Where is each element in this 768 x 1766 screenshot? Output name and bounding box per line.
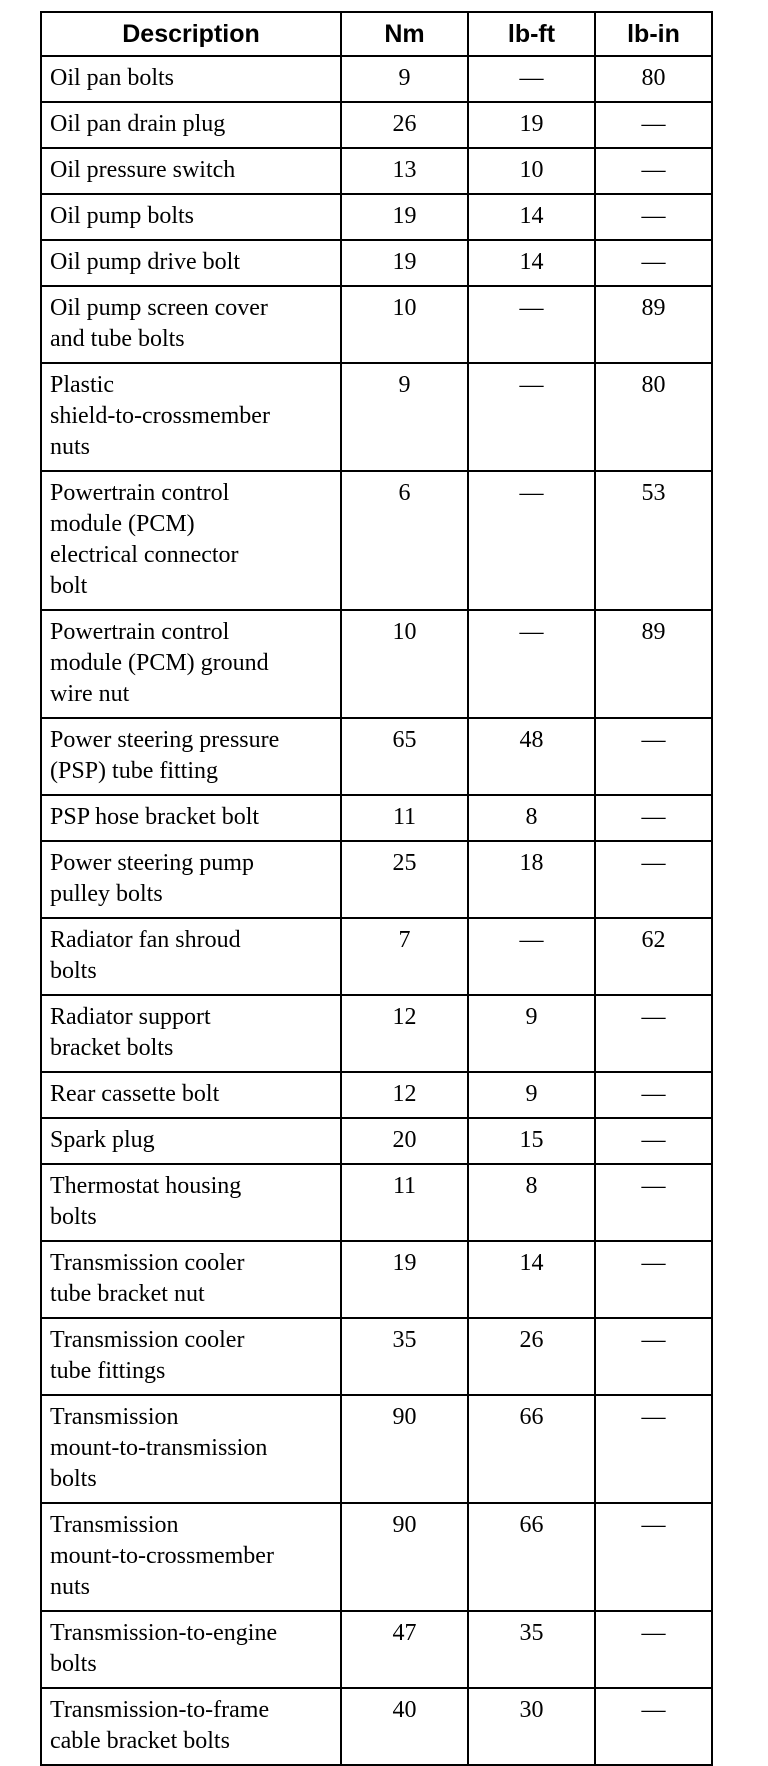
lb-in-cell: 62 <box>595 918 712 995</box>
nm-cell: 11 <box>341 795 468 841</box>
nm-cell: 35 <box>341 1318 468 1395</box>
nm-cell: 11 <box>341 1164 468 1241</box>
table-row <box>41 1688 712 1765</box>
lb-ft-cell: — <box>468 56 595 102</box>
nm-cell: 90 <box>341 1395 468 1503</box>
table-row <box>41 102 712 148</box>
nm-cell: 65 <box>341 718 468 795</box>
table-header <box>41 12 712 56</box>
lb-ft-cell: — <box>468 363 595 471</box>
description-cell: Transmission mount-to-crossmember nuts <box>41 1503 341 1611</box>
header-nm: Nm <box>341 12 468 56</box>
nm-cell: 13 <box>341 148 468 194</box>
header-description: Description <box>41 12 341 56</box>
table-row <box>41 995 712 1072</box>
lb-in-cell: 80 <box>595 56 712 102</box>
description-cell: Power steering pressure (PSP) tube fitting <box>41 718 341 795</box>
description-cell: Spark plug <box>41 1118 341 1164</box>
table-body <box>41 56 712 1765</box>
nm-cell: 40 <box>341 1688 468 1765</box>
header-row <box>41 12 712 56</box>
description-cell: Plastic shield-to-crossmember nuts <box>41 363 341 471</box>
table-row <box>41 56 712 102</box>
table-row <box>41 1395 712 1503</box>
description-cell: Oil pump drive bolt <box>41 240 341 286</box>
nm-cell: 12 <box>341 1072 468 1118</box>
nm-cell: 47 <box>341 1611 468 1688</box>
table-row <box>41 1318 712 1395</box>
torque-spec-table <box>40 11 713 1766</box>
lb-ft-cell: 10 <box>468 148 595 194</box>
table-row <box>41 1118 712 1164</box>
table-row <box>41 1503 712 1611</box>
description-cell: Oil pump bolts <box>41 194 341 240</box>
table-row <box>41 1072 712 1118</box>
description-cell: Oil pressure switch <box>41 148 341 194</box>
lb-ft-cell: 9 <box>468 1072 595 1118</box>
lb-ft-cell: 26 <box>468 1318 595 1395</box>
table-row <box>41 471 712 610</box>
table-row <box>41 240 712 286</box>
lb-ft-cell: — <box>468 286 595 363</box>
lb-in-cell: — <box>595 1611 712 1688</box>
lb-ft-cell: 35 <box>468 1611 595 1688</box>
lb-ft-cell: — <box>468 610 595 718</box>
nm-cell: 20 <box>341 1118 468 1164</box>
description-cell: Oil pan bolts <box>41 56 341 102</box>
nm-cell: 19 <box>341 240 468 286</box>
lb-in-cell: — <box>595 795 712 841</box>
table-row <box>41 718 712 795</box>
lb-ft-cell: 8 <box>468 795 595 841</box>
nm-cell: 19 <box>341 194 468 240</box>
lb-ft-cell: 8 <box>468 1164 595 1241</box>
table-row <box>41 194 712 240</box>
nm-cell: 25 <box>341 841 468 918</box>
table-row <box>41 1611 712 1688</box>
lb-in-cell: — <box>595 1395 712 1503</box>
lb-ft-cell: 14 <box>468 1241 595 1318</box>
header-lb-in: lb-in <box>595 12 712 56</box>
description-cell: Powertrain control module (PCM) ground wire nut <box>41 610 341 718</box>
lb-in-cell: 89 <box>595 610 712 718</box>
lb-ft-cell: 30 <box>468 1688 595 1765</box>
nm-cell: 10 <box>341 610 468 718</box>
description-cell: Radiator support bracket bolts <box>41 995 341 1072</box>
lb-ft-cell: 14 <box>468 240 595 286</box>
nm-cell: 12 <box>341 995 468 1072</box>
lb-in-cell: — <box>595 102 712 148</box>
lb-ft-cell: 66 <box>468 1395 595 1503</box>
description-cell: Rear cassette bolt <box>41 1072 341 1118</box>
nm-cell: 90 <box>341 1503 468 1611</box>
description-cell: PSP hose bracket bolt <box>41 795 341 841</box>
description-cell: Transmission-to-frame cable bracket bolts <box>41 1688 341 1765</box>
lb-ft-cell: — <box>468 471 595 610</box>
lb-ft-cell: 15 <box>468 1118 595 1164</box>
table-row <box>41 795 712 841</box>
description-cell: Oil pump screen cover and tube bolts <box>41 286 341 363</box>
lb-in-cell: — <box>595 841 712 918</box>
lb-in-cell: — <box>595 1118 712 1164</box>
lb-in-cell: 80 <box>595 363 712 471</box>
lb-in-cell: — <box>595 1318 712 1395</box>
table-row <box>41 610 712 718</box>
lb-ft-cell: 19 <box>468 102 595 148</box>
nm-cell: 9 <box>341 56 468 102</box>
description-cell: Power steering pump pulley bolts <box>41 841 341 918</box>
table-row <box>41 286 712 363</box>
lb-ft-cell: 9 <box>468 995 595 1072</box>
lb-in-cell: — <box>595 1241 712 1318</box>
lb-ft-cell: 66 <box>468 1503 595 1611</box>
lb-in-cell: — <box>595 1503 712 1611</box>
lb-in-cell: — <box>595 194 712 240</box>
nm-cell: 9 <box>341 363 468 471</box>
description-cell: Transmission cooler tube fittings <box>41 1318 341 1395</box>
lb-in-cell: 89 <box>595 286 712 363</box>
description-cell: Transmission cooler tube bracket nut <box>41 1241 341 1318</box>
table-row <box>41 1164 712 1241</box>
table-row <box>41 148 712 194</box>
lb-in-cell: — <box>595 1072 712 1118</box>
description-cell: Transmission mount-to-transmission bolts <box>41 1395 341 1503</box>
lb-ft-cell: 18 <box>468 841 595 918</box>
lb-in-cell: — <box>595 240 712 286</box>
header-lb-ft: lb-ft <box>468 12 595 56</box>
description-cell: Thermostat housing bolts <box>41 1164 341 1241</box>
nm-cell: 19 <box>341 1241 468 1318</box>
lb-in-cell: — <box>595 148 712 194</box>
description-cell: Radiator fan shroud bolts <box>41 918 341 995</box>
table-row <box>41 918 712 995</box>
lb-in-cell: — <box>595 1688 712 1765</box>
lb-ft-cell: 48 <box>468 718 595 795</box>
lb-ft-cell: — <box>468 918 595 995</box>
nm-cell: 26 <box>341 102 468 148</box>
description-cell: Oil pan drain plug <box>41 102 341 148</box>
nm-cell: 10 <box>341 286 468 363</box>
lb-in-cell: 53 <box>595 471 712 610</box>
description-cell: Powertrain control module (PCM) electrical connector bolt <box>41 471 341 610</box>
description-cell: Transmission-to-engine bolts <box>41 1611 341 1688</box>
lb-in-cell: — <box>595 995 712 1072</box>
lb-in-cell: — <box>595 1164 712 1241</box>
lb-ft-cell: 14 <box>468 194 595 240</box>
table-row <box>41 1241 712 1318</box>
table-row <box>41 841 712 918</box>
nm-cell: 6 <box>341 471 468 610</box>
nm-cell: 7 <box>341 918 468 995</box>
table-row <box>41 363 712 471</box>
lb-in-cell: — <box>595 718 712 795</box>
